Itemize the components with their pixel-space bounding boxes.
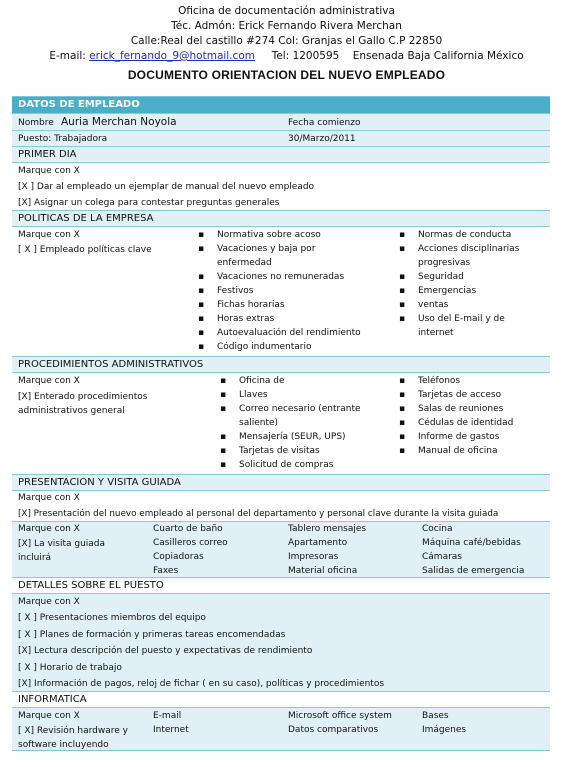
it-item: Datos comparativos	[288, 725, 379, 735]
tour-item: Cocina	[422, 524, 453, 534]
list-item: ▪ Mensajería (SEUR, UPS)	[220, 430, 370, 444]
policies-list-2	[399, 228, 529, 340]
checklist-item[interactable]: [ X ] Presentaciones miembros del equipo	[18, 613, 206, 623]
tour-list	[12, 521, 550, 577]
checklist-item[interactable]: [X] Presentación del nuevo empleado al personal del departamento y personal clave durante la visita guiada	[18, 509, 499, 519]
city: Ensenada Baja California México	[352, 50, 524, 62]
section-title: PROCEDIMIENTOS ADMINISTRATIVOS	[18, 359, 204, 370]
list-item: ▪ Fichas horarias	[198, 298, 378, 312]
list-item: ▪ Normas de conducta	[399, 228, 529, 242]
tour-item: Impresoras	[288, 552, 339, 562]
tour-item: Máquina café/bebidas	[422, 538, 521, 548]
checklist-item[interactable]: [X] La visita guiada incluirá	[18, 539, 106, 563]
list-item: ▪ Tarjetas de visitas	[220, 444, 370, 458]
checklist-item[interactable]: [ X] Revisión hardware y software incluyendo	[18, 726, 128, 750]
checklist-item[interactable]: [X] Lectura descripción del puesto y expectativas de rendimiento	[18, 646, 313, 656]
employee-name: Auria Merchan Noyola	[61, 116, 177, 128]
tour-col-2	[288, 522, 366, 578]
tour-item: Material oficina	[288, 566, 358, 576]
tour-col-3	[422, 522, 524, 578]
procedures-body	[12, 372, 550, 474]
document-title: DOCUMENTO ORIENTACION DEL NUEVO EMPLEADO	[127, 68, 446, 82]
list-item: ▪ Código indumentario	[198, 340, 378, 354]
tour-item: Salidas de emergencia	[422, 566, 525, 576]
list-item: ▪ Vacaciones y baja por enfermedad	[198, 242, 337, 270]
start-date-label: Fecha comienzo	[288, 118, 361, 128]
section-title: DATOS DE EMPLEADO	[18, 99, 140, 110]
it-col-2	[288, 709, 392, 737]
list-item: ▪ Normativa sobre acoso	[198, 228, 378, 242]
section-it-heading	[12, 691, 550, 707]
it-item: Imágenes	[422, 725, 467, 735]
office-name: Oficina de documentación administrativa	[178, 5, 395, 17]
list-item: ▪ Festivos	[198, 284, 378, 298]
list-item: ▪ ventas	[399, 298, 529, 312]
start-date: 30/Marzo/2011	[288, 134, 356, 144]
section-title: PRESENTACION Y VISITA GUIADA	[18, 477, 181, 488]
checklist-item[interactable]: [X] Asignar un colega para contestar preguntas generales	[18, 198, 280, 208]
tour-intro	[12, 490, 550, 521]
mark-instruction: Marque con X	[18, 711, 80, 721]
section-job-details-heading	[12, 577, 550, 593]
it-col-3	[422, 709, 466, 737]
list-item: ▪ Vacaciones no remuneradas	[198, 270, 378, 284]
tour-item: Faxes	[153, 566, 179, 576]
checklist-item[interactable]: [X ] Dar al empleado un ejemplar de manual del nuevo empleado	[18, 182, 315, 192]
mark-instruction: Marque con X	[18, 493, 80, 503]
list-item: ▪ Salas de reuniones	[399, 402, 539, 416]
policies-list-1	[198, 228, 378, 354]
tour-item: Apartamento	[288, 538, 348, 548]
tour-item: Tablero mensajes	[288, 524, 367, 534]
tour-item: Cuarto de baño	[153, 524, 223, 534]
checklist-item[interactable]: [ X ] Horario de trabajo	[18, 663, 122, 673]
job-details-body	[12, 593, 550, 691]
section-procedures-heading	[12, 356, 550, 372]
list-item: ▪ Informe de gastos	[399, 430, 539, 444]
list-item: ▪ Horas extras	[198, 312, 378, 326]
list-item: ▪ Llaves	[220, 388, 370, 402]
tour-item: Casilleros correo	[153, 538, 228, 548]
it-item: E-mail	[153, 711, 182, 721]
first-day-body	[12, 162, 550, 210]
section-title: PRIMER DIA	[18, 149, 77, 160]
checklist-item[interactable]: [ X ] Empleado políticas clave	[18, 245, 152, 255]
list-item: ▪ Teléfonos	[399, 374, 539, 388]
procedures-list-1	[220, 374, 370, 472]
tour-col-1	[153, 522, 228, 578]
list-item: ▪ Autoevaluación del rendimiento	[198, 326, 378, 340]
list-item: ▪ Oficina de	[220, 374, 370, 388]
it-item: Bases	[422, 711, 449, 721]
email-link[interactable]: erick_fernando_9@hotmail.com	[89, 50, 255, 62]
checklist-item[interactable]: [X] Enterado procedimientos administrativos general	[18, 392, 148, 416]
procedures-list-2	[399, 374, 539, 458]
list-item: ▪ Correo necesario (entrante saliente)	[220, 402, 370, 430]
list-item: ▪ Solicitud de compras	[220, 458, 370, 472]
employee-position-row	[12, 130, 550, 146]
list-item: ▪ Seguridad	[399, 270, 529, 284]
list-item: ▪ Uso del E-mail y de internet	[399, 312, 522, 340]
list-item: ▪ Cédulas de identidad	[399, 416, 539, 430]
phone: Tel: 1200595	[271, 50, 340, 62]
mark-instruction: Marque con X	[18, 376, 80, 386]
policies-body	[12, 226, 550, 356]
name-label: Nombre	[18, 118, 54, 128]
list-item: ▪ Emergencias	[399, 284, 529, 298]
mark-instruction: Marque con X	[18, 524, 80, 534]
checklist-item[interactable]: [ X ] Planes de formación y primeras tareas encomendadas	[18, 630, 286, 640]
it-item: Microsoft office system	[288, 711, 392, 721]
list-item: ▪ Tarjetas de acceso	[399, 388, 539, 402]
it-col-1	[153, 709, 189, 737]
it-body	[12, 707, 550, 750]
tour-item: Cámaras	[422, 552, 462, 562]
it-item: Internet	[153, 725, 189, 735]
contact-line	[0, 49, 573, 64]
section-employee-heading	[12, 97, 550, 113]
address: Calle:Real del castillo #274 Col: Granjas el Gallo C.P 22850	[130, 35, 443, 47]
employee-name-row	[12, 113, 550, 130]
section-title: POLITICAS DE LA EMPRESA	[18, 213, 154, 224]
tour-item: Copiadoras	[153, 552, 204, 562]
section-tour-heading	[12, 474, 550, 490]
list-item: ▪ Acciones disciplinarias progresivas	[399, 242, 530, 270]
mark-instruction: Marque con X	[18, 166, 80, 176]
checklist-item[interactable]: [X] Información de pagos, reloj de fichar ( en su caso), políticas y procedimientos	[18, 679, 385, 689]
section-title: INFORMATICA	[18, 694, 87, 705]
email-label: E-mail:	[49, 50, 86, 62]
mark-instruction: Marque con X	[18, 597, 80, 607]
admin-name: Téc. Admón: Erick Fernando Rivera Merchan	[171, 20, 402, 32]
list-item: ▪ Manual de oficina	[399, 444, 539, 458]
section-policies-heading	[12, 210, 550, 226]
mark-instruction: Marque con X	[18, 230, 80, 240]
position: Puesto: Trabajadora	[18, 134, 108, 144]
section-title: DETALLES SOBRE EL PUESTO	[18, 580, 164, 591]
section-first-day-heading	[12, 146, 550, 162]
